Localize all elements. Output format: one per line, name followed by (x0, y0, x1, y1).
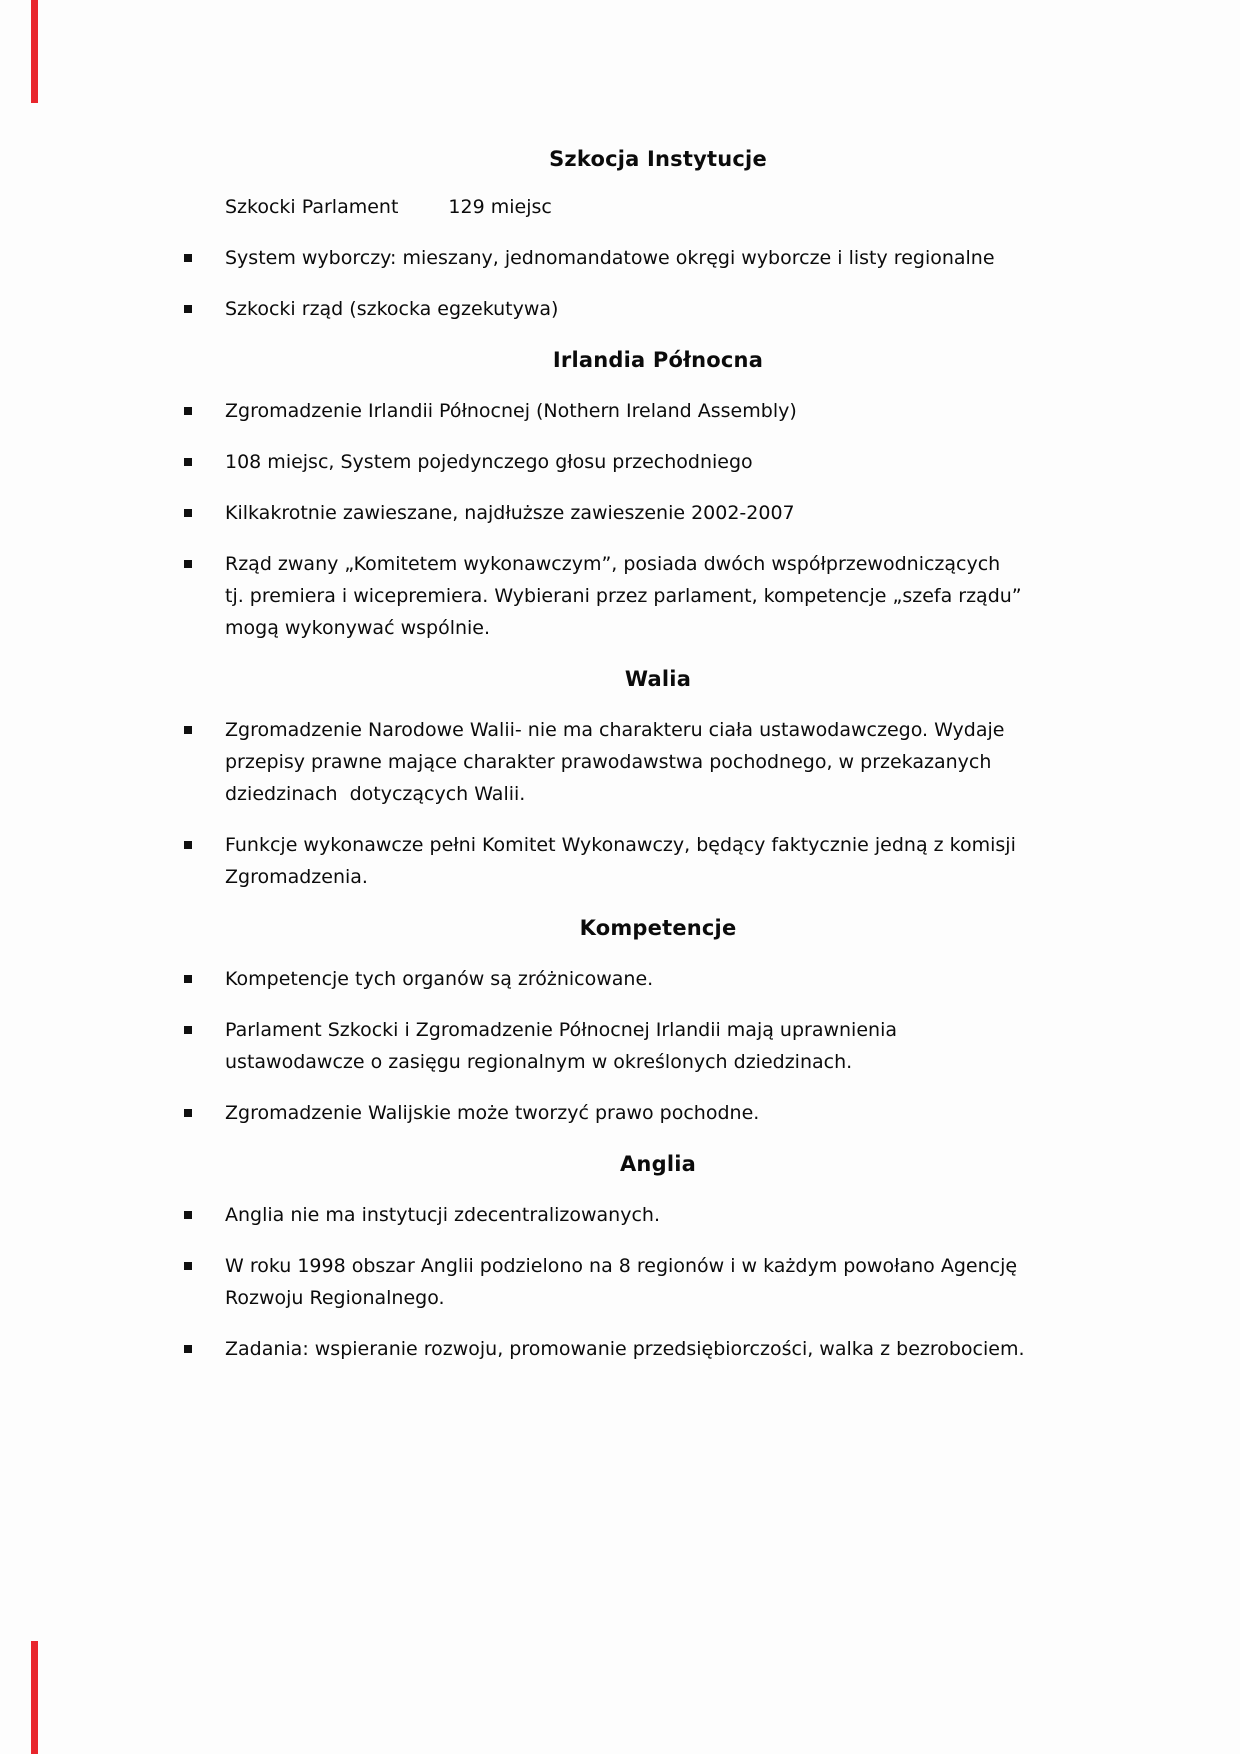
page-edge-mark-bottom (31, 1641, 38, 1754)
tab-spacer (398, 212, 448, 213)
bullet-list-anglia (225, 1199, 1025, 1365)
bullet-square-icon (184, 560, 192, 568)
list-item (225, 1014, 1025, 1078)
list-item-text: Parlament Szkocki i Zgromadzenie Północnej Irlandii mają uprawnienia ustawodawcze o zasięgu regionalnym w określonych dziedzinach. (225, 1019, 904, 1073)
list-item (225, 1333, 1025, 1365)
list-item (225, 714, 1025, 810)
list-item-text: Funkcje wykonawcze pełni Komitet Wykonawczy, będący faktycznie jedną z komisji Zgromadzenia. (225, 834, 1022, 888)
list-item-text: System wyborczy: mieszany, jednomandatowe okręgi wyborcze i listy regionalne (225, 247, 995, 269)
bullet-square-icon (184, 1109, 192, 1117)
list-item (225, 497, 1025, 529)
section-heading-irlandia-polnocna: Irlandia Północna (552, 348, 764, 372)
bullet-list-walia (225, 714, 1025, 893)
document-content (225, 143, 1028, 1384)
list-item-text: Szkocki rząd (szkocka egzekutywa) (225, 298, 559, 320)
list-item (225, 1199, 1025, 1231)
bullet-list-kompetencje (225, 963, 1025, 1129)
bullet-square-icon (184, 1211, 192, 1219)
list-item-text: Zgromadzenie Irlandii Północnej (Nothern Ireland Assembly) (225, 400, 797, 422)
list-item-text: Rząd zwany „Komitetem wykonawczym”, posiada dwóch współprzewodniczących tj. premiera i wicepremiera. Wybierani przez parlament, kompetencje „szefa rządu” mogą wykonywać wspólnie. (225, 553, 1028, 639)
lead-line (225, 191, 1025, 223)
list-item-text: W roku 1998 obszar Anglii podzielono na 8 regionów i w każdym powołano Agencję Rozwoju Regionalnego. (225, 1255, 1024, 1309)
list-item (225, 1250, 1025, 1314)
page-edge-mark-top (31, 0, 38, 103)
list-item-text: 108 miejsc, System pojedynczego głosu przechodniego (225, 451, 753, 473)
list-item-text: Anglia nie ma instytucji zdecentralizowanych. (225, 1204, 660, 1226)
list-item-text: Kompetencje tych organów są zróżnicowane. (225, 968, 654, 990)
bullet-square-icon (184, 1345, 192, 1353)
bullet-square-icon (184, 509, 192, 517)
bullet-square-icon (184, 254, 192, 262)
list-item (225, 395, 1025, 427)
section-heading-walia: Walia (624, 667, 692, 691)
section-heading-anglia: Anglia (619, 1152, 696, 1176)
list-item-text: Kilkakrotnie zawieszane, najdłuższe zawieszenie 2002-2007 (225, 502, 795, 524)
list-item (225, 242, 1025, 274)
list-item (225, 963, 1025, 995)
list-item-text: Zgromadzenie Narodowe Walii- nie ma charakteru ciała ustawodawczego. Wydaje przepisy prawne mające charakter prawodawstwa pochodnego, w przekazanych dziedzinach dotyczących Walii. (225, 719, 1011, 805)
list-item (225, 446, 1025, 478)
bullet-square-icon (184, 1026, 192, 1034)
section-heading-kompetencje: Kompetencje (579, 916, 737, 940)
bullet-square-icon (184, 841, 192, 849)
bullet-list-szkocja (225, 242, 1025, 325)
list-item (225, 829, 1025, 893)
list-item-text: Zgromadzenie Walijskie może tworzyć prawo pochodne. (225, 1102, 760, 1124)
bullet-square-icon (184, 1262, 192, 1270)
page-title: Szkocja Instytucje (549, 147, 767, 171)
bullet-square-icon (184, 975, 192, 983)
list-item-text: Zadania: wspieranie rozwoju, promowanie przedsiębiorczości, walka z bezrobociem. (225, 1338, 1025, 1360)
list-item (225, 1097, 1025, 1129)
list-item (225, 548, 1028, 644)
lead-line-left: Szkocki Parlament (225, 196, 399, 218)
bullet-list-irlandia-polnocna (225, 395, 1028, 644)
bullet-square-icon (184, 407, 192, 415)
bullet-square-icon (184, 305, 192, 313)
list-item (225, 293, 1025, 325)
bullet-square-icon (184, 726, 192, 734)
bullet-square-icon (184, 458, 192, 466)
lead-line-right: 129 miejsc (448, 196, 552, 218)
